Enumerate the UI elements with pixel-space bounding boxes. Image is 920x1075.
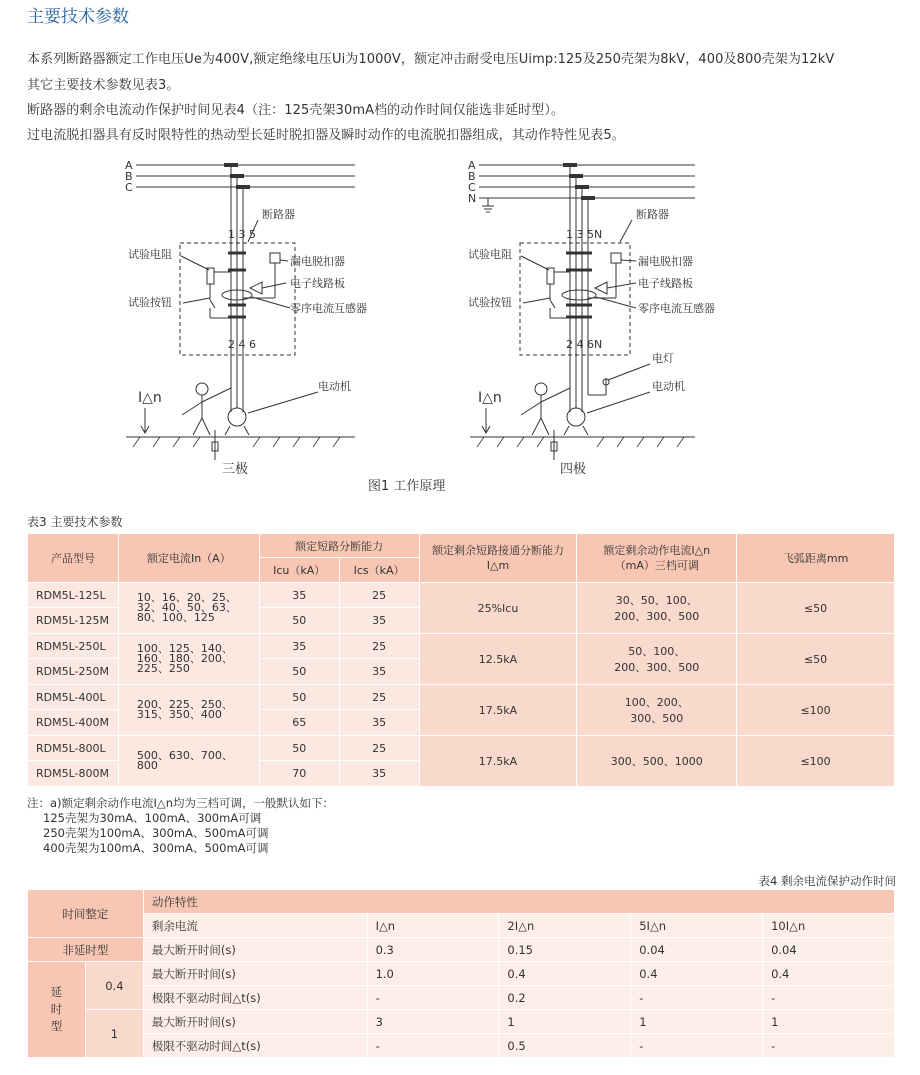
top-terminals: 1 3 5N xyxy=(566,228,603,241)
page-title: 主要技术参数 xyxy=(27,7,129,27)
column-header: 2I△n xyxy=(499,914,631,938)
zero-sequence-label: 零序电流互感器 xyxy=(638,302,715,315)
range-line: 80、100、125 xyxy=(136,611,215,624)
value-cell: 0.5 xyxy=(499,1034,631,1058)
range-line: 200、225、250、 xyxy=(136,698,233,711)
value-line: 200、300、500 xyxy=(614,610,700,623)
table-row xyxy=(28,685,895,710)
residual-capacity-cell: 17.5kA xyxy=(419,685,577,736)
intro-paragraph-2: 其它主要技术参数见表3。 xyxy=(27,78,180,93)
model-cell: RDM5L-250L xyxy=(28,634,119,659)
value-line: 200、300、500 xyxy=(614,661,700,674)
icu-cell: 65 xyxy=(259,710,339,736)
rated-current-cell xyxy=(118,634,259,685)
icu-cell: 50 xyxy=(259,736,339,761)
icu-cell: 35 xyxy=(259,634,339,659)
circuit-board-label: 电子线路板 xyxy=(290,277,345,290)
table-row xyxy=(28,938,895,962)
model-cell: RDM5L-125M xyxy=(28,608,119,634)
value-cell: 0.15 xyxy=(499,938,631,962)
header-rated-current: 额定电流In（A） xyxy=(118,534,259,583)
motor-label: 电动机 xyxy=(652,380,685,393)
delay-setting: 1 xyxy=(85,1010,143,1058)
test-resistor-label: 试验电阻 xyxy=(128,248,172,261)
model-cell: RDM5L-250M xyxy=(28,659,119,685)
note-line: 400壳架为100mA、300mA、500mA可调 xyxy=(43,841,269,855)
three-pole-label: 三极 xyxy=(222,462,249,477)
value-cell: 0.04 xyxy=(631,938,763,962)
model-cell: RDM5L-125L xyxy=(28,583,119,608)
residual-current-cell xyxy=(577,685,737,736)
phase-n-label: N xyxy=(468,192,477,205)
rated-current-cell xyxy=(118,685,259,736)
icu-cell: 50 xyxy=(259,659,339,685)
header-arc-distance: 飞弧距离mm xyxy=(737,534,895,583)
value-line: 100、200、 xyxy=(624,696,689,709)
ics-cell: 35 xyxy=(339,710,419,736)
value-line: 30、50、100、 xyxy=(615,594,698,607)
table-row xyxy=(28,986,895,1010)
phase-b-label: B xyxy=(468,170,476,183)
phase-c-label: C xyxy=(468,181,476,194)
range-line: 800 xyxy=(136,759,158,772)
arc-distance-cell: ≤50 xyxy=(737,583,895,634)
working-principle-figure xyxy=(0,150,920,500)
value-cell: 1 xyxy=(631,1010,763,1034)
value-line: 300、500、1000 xyxy=(610,755,703,768)
phase-a-label: A xyxy=(468,159,476,172)
note-line: 250壳架为100mA、300mA、500mA可调 xyxy=(43,826,269,840)
value-line: 300、500 xyxy=(630,712,684,725)
value-cell: 0.2 xyxy=(499,986,631,1010)
note-line: 注：a)额定剩余动作电流I△n均为三档可调，一般默认如下： xyxy=(27,796,335,810)
icu-cell: 35 xyxy=(259,583,339,608)
ics-cell: 25 xyxy=(339,736,419,761)
model-cell: RDM5L-800M xyxy=(28,761,119,787)
value-cell: 0.04 xyxy=(763,938,895,962)
metric-cell: 最大断开时间(s) xyxy=(143,938,367,962)
intro-paragraph-3: 断路器的剩余电流动作保护时间见表4（注：125壳架30mA档的动作时间仅能选非延时型）。 xyxy=(27,103,565,118)
ics-cell: 35 xyxy=(339,608,419,634)
residual-protection-time-table xyxy=(27,889,895,1058)
test-resistor-label: 试验电阻 xyxy=(468,248,512,261)
residual-capacity-cell: 25%Icu xyxy=(419,583,577,634)
value-line: 50、100、 xyxy=(628,645,686,658)
intro-paragraph-4: 过电流脱扣器具有反时限特性的热动型长延时脱扣器及瞬时动作的电流脱扣器组成，其动作特性见表5。 xyxy=(27,128,625,143)
residual-capacity-cell: 17.5kA xyxy=(419,736,577,787)
value-cell: - xyxy=(631,986,763,1010)
residual-current-cell xyxy=(577,583,737,634)
leakage-release-label: 漏电脱扣器 xyxy=(638,255,693,268)
time-setting-header: 时间整定 xyxy=(28,890,144,938)
rated-current-cell xyxy=(118,736,259,787)
ics-cell: 25 xyxy=(339,685,419,710)
intro-paragraph-1: 本系列断路器额定工作电压Ue为400V,额定绝缘电压Ui为1000V，额定冲击耐受电压Uimp:125及250壳架为8kV，400及800壳架为12kV xyxy=(27,52,835,67)
model-cell: RDM5L-800L xyxy=(28,736,119,761)
icu-cell: 50 xyxy=(259,685,339,710)
metric-cell: 极限不驱动时间△t(s) xyxy=(143,1034,367,1058)
metric-cell: 极限不驱动时间△t(s) xyxy=(143,986,367,1010)
table-row xyxy=(28,962,895,986)
range-line: 225、250 xyxy=(136,662,190,675)
header-residual-current: 额定剩余动作电流I△n（mA）三档可调 xyxy=(577,534,737,583)
value-cell: 1 xyxy=(499,1010,631,1034)
figure-caption: 图1 工作原理 xyxy=(368,479,446,494)
range-line: 500、630、700、 xyxy=(136,749,233,762)
phase-c-label: C xyxy=(125,181,133,194)
table3-title: 表3 主要技术参数 xyxy=(27,515,123,529)
table-row xyxy=(28,1010,895,1034)
value-cell: 0.4 xyxy=(763,962,895,986)
header-model: 产品型号 xyxy=(28,534,119,583)
non-delay-label: 非延时型 xyxy=(28,938,144,962)
top-terminals: 1 3 5 xyxy=(228,228,256,241)
table4-title: 表4 剩余电流保护动作时间 xyxy=(758,874,896,888)
value-cell: 3 xyxy=(367,1010,499,1034)
test-button-label: 试验按钮 xyxy=(128,296,172,309)
range-line: 10、16、20、25、 xyxy=(136,591,237,604)
icu-cell: 50 xyxy=(259,608,339,634)
table3-notes xyxy=(27,796,334,856)
arc-distance-cell: ≤100 xyxy=(737,685,895,736)
rated-current-cell xyxy=(118,583,259,634)
residual-capacity-cell: 12.5kA xyxy=(419,634,577,685)
table-row xyxy=(28,1034,895,1058)
delay-setting: 0.4 xyxy=(85,962,143,1010)
residual-current-cell xyxy=(577,736,737,787)
metric-cell: 最大断开时间(s) xyxy=(143,1010,367,1034)
header-icu: Icu（kA） xyxy=(259,558,339,583)
value-cell: 0.4 xyxy=(499,962,631,986)
ics-cell: 35 xyxy=(339,659,419,685)
leakage-release-label: 漏电脱扣器 xyxy=(290,255,345,268)
value-cell: 0.3 xyxy=(367,938,499,962)
ics-cell: 35 xyxy=(339,761,419,787)
bottom-terminals: 2 4 6 xyxy=(228,338,256,351)
value-cell: - xyxy=(763,1034,895,1058)
zero-sequence-label: 零序电流互感器 xyxy=(290,302,367,315)
arc-distance-cell: ≤50 xyxy=(737,634,895,685)
ics-cell: 25 xyxy=(339,583,419,608)
column-header: 10I△n xyxy=(763,914,895,938)
column-header: 5I△n xyxy=(631,914,763,938)
ics-cell: 25 xyxy=(339,634,419,659)
model-cell: RDM5L-400M xyxy=(28,710,119,736)
phase-a-label: A xyxy=(125,159,133,172)
table-row xyxy=(28,736,895,761)
range-line: 32、40、50、63、 xyxy=(136,601,237,614)
bottom-terminals: 2 4 6N xyxy=(566,338,603,351)
range-line: 100、125、140、 xyxy=(136,642,233,655)
residual-current-cell xyxy=(577,634,737,685)
four-pole-label: 四极 xyxy=(560,462,587,477)
value-cell: - xyxy=(631,1034,763,1058)
delay-label-char: 延 xyxy=(50,985,63,999)
breaker-label: 断路器 xyxy=(262,208,295,221)
residual-current-label: I△n xyxy=(138,390,162,406)
circuit-board-label: 电子线路板 xyxy=(638,277,693,290)
delay-label xyxy=(28,962,86,1058)
header-breaking-capacity: 额定短路分断能力 xyxy=(259,534,419,558)
note-line: 125壳架为30mA、100mA、300mA可调 xyxy=(43,811,262,825)
table-row xyxy=(28,583,895,608)
residual-current-header: 剩余电流 xyxy=(143,914,367,938)
value-cell: - xyxy=(367,1034,499,1058)
range-line: 160、180、200、 xyxy=(136,652,233,665)
action-characteristic-header: 动作特性 xyxy=(143,890,894,914)
model-cell: RDM5L-400L xyxy=(28,685,119,710)
value-cell: 1.0 xyxy=(367,962,499,986)
phase-b-label: B xyxy=(125,170,133,183)
residual-current-label: I△n xyxy=(478,390,502,406)
icu-cell: 70 xyxy=(259,761,339,787)
value-cell: 0.4 xyxy=(631,962,763,986)
motor-label: 电动机 xyxy=(318,380,351,393)
delay-label-char: 时 xyxy=(50,1002,63,1016)
lamp-label: 电灯 xyxy=(652,352,674,365)
delay-label-char: 型 xyxy=(50,1019,63,1033)
technical-parameters-table xyxy=(27,533,895,787)
test-button-label: 试验按钮 xyxy=(468,296,512,309)
value-cell: 1 xyxy=(763,1010,895,1034)
breaker-label: 断路器 xyxy=(636,208,669,221)
header-ics: Ics（kA） xyxy=(339,558,419,583)
value-cell: - xyxy=(763,986,895,1010)
value-cell: - xyxy=(367,986,499,1010)
metric-cell: 最大断开时间(s) xyxy=(143,962,367,986)
header-residual-capacity: 额定剩余短路接通分断能力I△m xyxy=(419,534,577,583)
column-header: I△n xyxy=(367,914,499,938)
table-row xyxy=(28,634,895,659)
arc-distance-cell: ≤100 xyxy=(737,736,895,787)
range-line: 315、350、400 xyxy=(136,708,222,721)
